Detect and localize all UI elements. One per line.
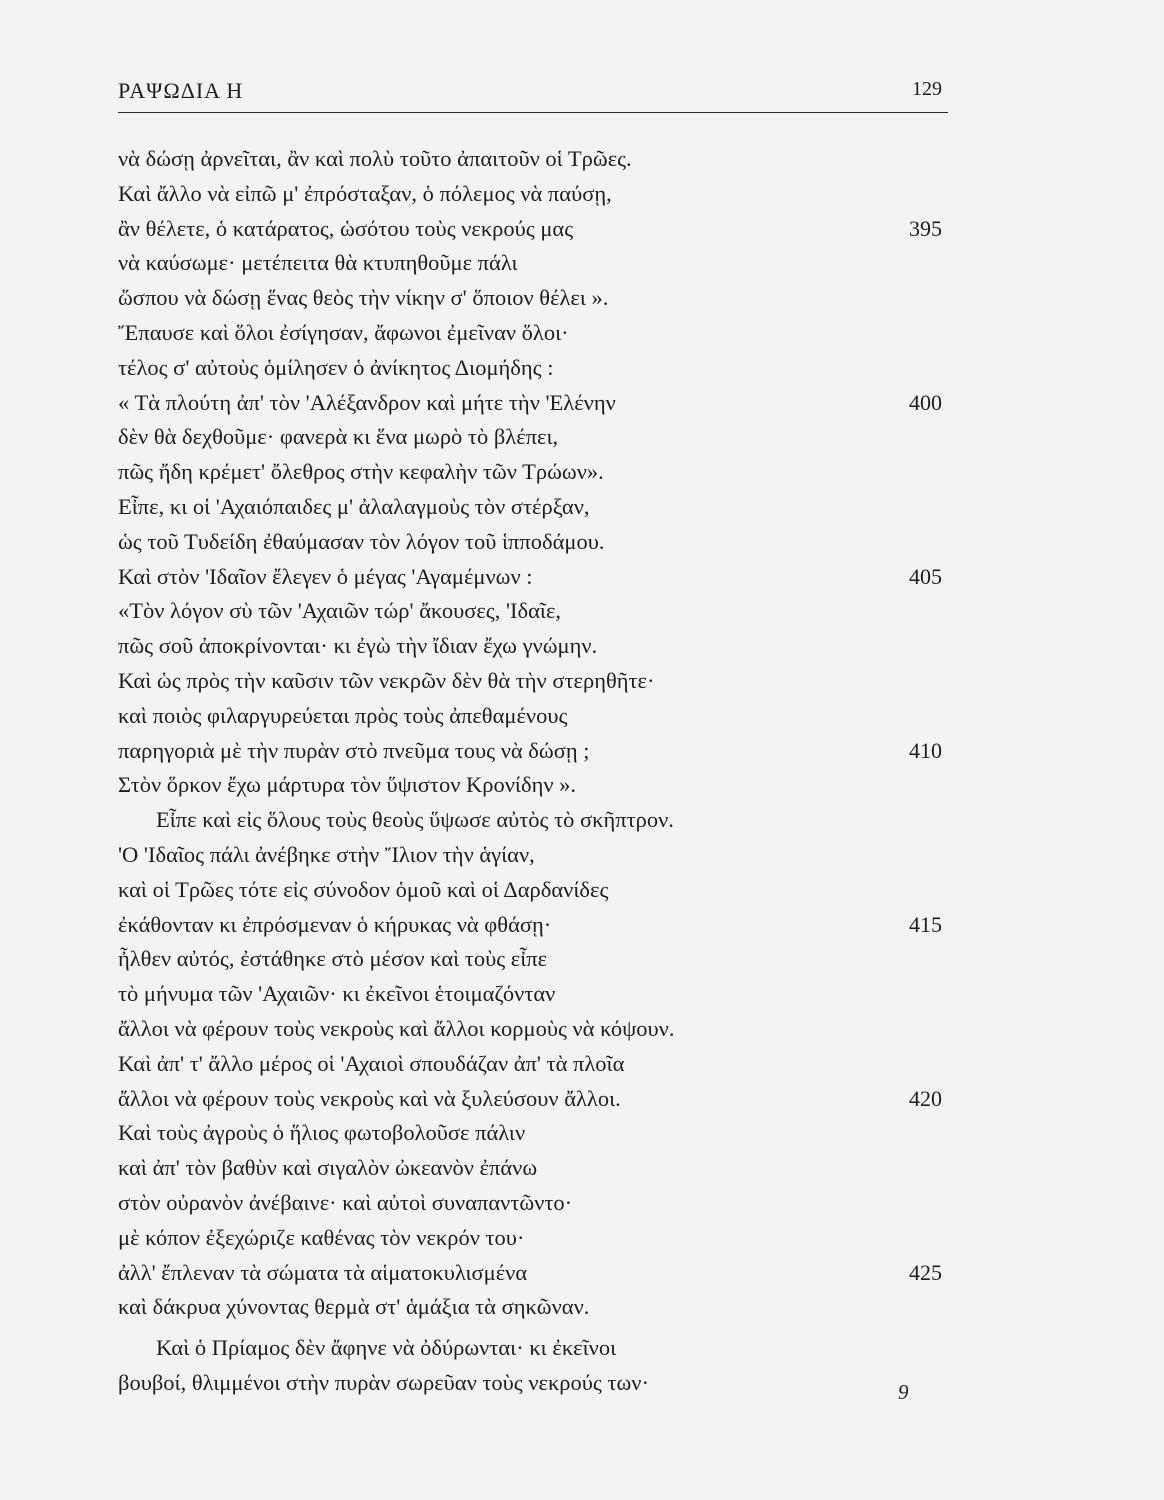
verse-text: ἐκάθονταν κι ἐπρόσμεναν ὁ κήρυκας νὰ φθάσῃ· <box>118 911 552 937</box>
verse-text: Εἶπε καὶ εἰς ὅλους τοὺς θεοὺς ὕψωσε αὐτὸς τὸ σκῆπτρον. <box>156 807 674 833</box>
running-title: ΡΑΨΩΔΙΑ Η <box>118 78 244 103</box>
verse-line <box>118 1290 948 1325</box>
verse-line <box>118 177 948 212</box>
verse-text: καὶ ἀπ' τὸν βαθὺν καὶ σιγαλὸν ὠκεανὸν ἐπάνω <box>118 1155 538 1181</box>
verse-line <box>118 664 948 699</box>
verse-text: Ἔπαυσε καὶ ὅλοι ἐσίγησαν, ἄφωνοι ἐμεῖναν ὅλοι· <box>118 319 569 345</box>
verse-line <box>118 594 948 629</box>
verse-text: ἂν θέλετε, ὁ κατάρατος, ὡσότου τοὺς νεκρούς μας <box>118 215 574 241</box>
verse-text: νὰ καύσωμε· μετέπειτα θὰ κτυπηθοῦμε πάλι <box>118 250 518 276</box>
verse-text: Καὶ στὸν 'Ιδαῖον ἔλεγεν ὁ μέγας 'Αγαμέμνων : <box>118 563 533 589</box>
verse-text: δὲν θὰ δεχθοῦμε· φανερὰ κι ἕνα μωρὸ τὸ βλέπει, <box>118 424 559 450</box>
verse-text: καὶ ποιὸς φιλαργυρεύεται πρὸς τοὺς ἀπεθαμένους <box>118 702 568 728</box>
verse-text: ἄλλοι νὰ φέρουν τοὺς νεκροὺς καὶ νὰ ξυλεύσουν ἄλλοι. <box>118 1085 621 1111</box>
verse-text: Εἶπε, κι οἱ 'Αχαιόπαιδες μ' ἀλαλαγμοὺς τὸν στέρξαν, <box>118 493 590 519</box>
verse-text: στὸν οὐρανὸν ἀνέβαινε· καὶ αὐτοὶ συναπαντῶντο· <box>118 1189 573 1215</box>
verse-text: ὥσπου νὰ δώσῃ ἕνας θεὸς τὴν νίκην σ' ὅποιον θέλει ». <box>118 285 609 311</box>
verse-line <box>118 1012 948 1047</box>
verse-text: Καὶ ἀπ' τ' ἄλλο μέρος οἱ 'Αχαιοὶ σπουδάζαν ἀπ' τὰ πλοῖα <box>118 1050 625 1076</box>
verse-line <box>118 699 948 734</box>
verse-line <box>118 212 948 247</box>
verse-line <box>118 1116 948 1151</box>
line-number: 410 <box>909 737 942 763</box>
verse-text: Καὶ ὡς πρὸς τὴν καῦσιν τῶν νεκρῶν δὲν θὰ τὴν στερηθῆτε· <box>118 667 655 693</box>
verse-text: τὸ μήνυμα τῶν 'Αχαιῶν· κι ἐκεῖνοι ἑτοιμαζόνταν <box>118 981 556 1007</box>
verse-line <box>118 1256 948 1291</box>
line-number: 415 <box>909 911 942 937</box>
verse-text: παρηγοριὰ μὲ τὴν πυρὰν στὸ πνεῦμα τους νὰ δώσῃ ; <box>118 737 590 763</box>
verse-text: νὰ δώσῃ ἀρνεῖται, ἂν καὶ πολὺ τοῦτο ἀπαιτοῦν οἱ Τρῶες. <box>118 146 632 171</box>
page-header <box>118 72 948 113</box>
verse-text: καὶ δάκρυα χύνοντας θερμὰ στ' ἁμάξια τὰ σηκῶναν. <box>118 1294 590 1320</box>
verse-text: « Τὰ πλούτη ἀπ' τὸν 'Αλέξανδρον καὶ μήτε τὴν 'Ελένην <box>118 389 616 415</box>
verse-text: Στὸν ὅρκον ἔχω μάρτυρα τὸν ὕψιστον Κρονίδην ». <box>118 772 577 798</box>
verse-text: ἄλλοι νὰ φέρουν τοὺς νεκροὺς καὶ ἄλλοι κορμοὺς νὰ κόψουν. <box>118 1015 675 1041</box>
verse-line <box>118 629 948 664</box>
verse-line <box>118 420 948 455</box>
verse-text: Καὶ ὁ Πρίαμος δὲν ἄφηνε νὰ ὀδύρωνται· κι ἐκεῖνοι <box>156 1335 617 1361</box>
verse-line <box>118 1331 948 1366</box>
verse-line <box>118 560 948 595</box>
verse-text: πῶς ἤδη κρέμετ' ὄλεθρος στὴν κεφαλὴν τῶν Τρώων». <box>118 459 604 485</box>
verse-line <box>118 873 948 908</box>
verse-line <box>118 734 948 769</box>
verse-line <box>118 386 948 421</box>
verse-line <box>118 803 948 838</box>
verse-line <box>118 1047 948 1082</box>
verse-text: «Τὸν λόγον σὺ τῶν 'Αχαιῶν τώρ' ἄκουσες, 'Ιδαῖε, <box>118 598 562 624</box>
verse-line <box>118 246 948 281</box>
page-number: 129 <box>912 78 942 100</box>
verse-line <box>118 281 948 316</box>
line-number: 405 <box>909 563 942 589</box>
signature-mark: 9 <box>898 1380 909 1404</box>
verse-text: πῶς σοῦ ἀποκρίνονται· κι ἐγὼ τὴν ἴδιαν ἔχω γνώμην. <box>118 633 598 659</box>
verse-text: 'Ο 'Ιδαῖος πάλι ἀνέβηκε στὴν Ἴλιον τὴν ἁγίαν, <box>118 841 535 867</box>
verse-line <box>118 316 948 351</box>
verse-line <box>118 838 948 873</box>
line-number: 400 <box>909 389 942 415</box>
verse-line <box>118 142 948 177</box>
verse-block <box>118 142 948 1401</box>
verse-line <box>118 1186 948 1221</box>
verse-line <box>118 977 948 1012</box>
verse-text: Καὶ τοὺς ἀγροὺς ὁ ἥλιος φωτοβολοῦσε πάλιν <box>118 1120 526 1146</box>
verse-line <box>118 455 948 490</box>
verse-line <box>118 490 948 525</box>
verse-line <box>118 1366 948 1401</box>
verse-line <box>118 1082 948 1117</box>
verse-line <box>118 768 948 803</box>
line-number: 395 <box>909 215 942 241</box>
verse-text: μὲ κόπον ἐξεχώριζε καθένας τὸν νεκρόν του· <box>118 1224 525 1250</box>
verse-text: Καὶ ἄλλο νὰ εἰπῶ μ' ἐπρόσταξαν, ὁ πόλεμος νὰ παύσῃ, <box>118 180 612 206</box>
verse-line <box>118 942 948 977</box>
verse-line <box>118 351 948 386</box>
verse-text: τέλος σ' αὐτοὺς ὁμίλησεν ὁ ἀνίκητος Διομήδης : <box>118 354 554 380</box>
verse-text: ὡς τοῦ Τυδείδη ἐθαύμασαν τὸν λόγον τοῦ ἱπποδάμου. <box>118 528 605 554</box>
verse-text: ἦλθεν αὐτός, ἐστάθηκε στὸ μέσον καὶ τοὺς εἶπε <box>118 946 548 972</box>
verse-line <box>118 1221 948 1256</box>
verse-text: βουβοί, θλιμμένοι στὴν πυρὰν σωρεῦαν τοὺς νεκρούς των· <box>118 1369 649 1395</box>
verse-line <box>118 525 948 560</box>
line-number: 420 <box>909 1085 942 1111</box>
verse-text: καὶ οἱ Τρῶες τότε εἰς σύνοδον ὁμοῦ καὶ οἱ Δαρδανίδες <box>118 876 609 902</box>
line-number: 425 <box>909 1259 942 1285</box>
verse-line <box>118 1151 948 1186</box>
verse-text: ἀλλ' ἔπλεναν τὰ σώματα τὰ αἱματοκυλισμένα <box>118 1259 528 1285</box>
verse-line <box>118 908 948 943</box>
